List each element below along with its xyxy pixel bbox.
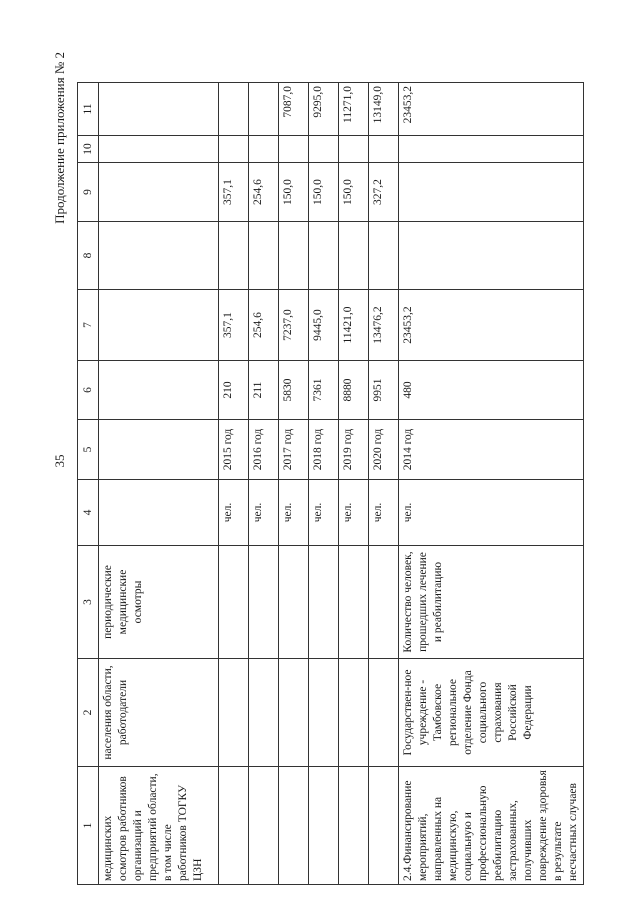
indicator (219, 546, 249, 659)
executor (279, 659, 309, 767)
continuation-label: Продолжение приложения № 2 (52, 52, 67, 224)
column-8-value (399, 222, 584, 290)
indicator-value: 480 (399, 361, 584, 420)
indicator (339, 546, 369, 659)
year: 2015 год (219, 420, 249, 480)
executor (339, 659, 369, 767)
executor (219, 659, 249, 767)
indicator: Количество человек, прошедших лечение и реабилитацию (399, 546, 584, 659)
executor: населения области, работодатели (99, 659, 219, 767)
indicator-value: 211 (249, 361, 279, 420)
column-8-value (309, 222, 339, 290)
total-amount: 13476,2 (369, 290, 399, 361)
indicator (369, 546, 399, 659)
column-9-value: 254,6 (249, 163, 279, 222)
year: 2019 год (339, 420, 369, 480)
column-10-value (399, 136, 584, 163)
table-row (249, 83, 279, 885)
total-amount: 23453,2 (399, 290, 584, 361)
unit: чел. (219, 480, 249, 546)
total-amount: 11421,0 (339, 290, 369, 361)
column-number: 11 (78, 83, 99, 136)
year (99, 420, 219, 480)
column-number: 4 (78, 480, 99, 546)
column-10-value (369, 136, 399, 163)
column-10-value (99, 136, 219, 163)
column-9-value: 150,0 (279, 163, 309, 222)
column-8-value (249, 222, 279, 290)
unit: чел. (369, 480, 399, 546)
program-table (77, 82, 584, 885)
column-11-value: 9295,0 (309, 83, 339, 136)
indicator-value (99, 361, 219, 420)
indicator-value: 9951 (369, 361, 399, 420)
column-number: 7 (78, 290, 99, 361)
column-8-value (99, 222, 219, 290)
measure-name (279, 767, 309, 885)
column-9-value: 327,2 (369, 163, 399, 222)
unit: чел. (249, 480, 279, 546)
measure-name (249, 767, 279, 885)
year: 2014 год (399, 420, 584, 480)
measure-name (219, 767, 249, 885)
total-amount: 357,1 (219, 290, 249, 361)
column-11-value: 13149,0 (369, 83, 399, 136)
column-number: 9 (78, 163, 99, 222)
column-11-value: 23453,2 (399, 83, 584, 136)
column-11-value (249, 83, 279, 136)
executor (309, 659, 339, 767)
column-11-value (219, 83, 249, 136)
column-9-value (399, 163, 584, 222)
column-10-value (219, 136, 249, 163)
table-row (219, 83, 249, 885)
measure-name (369, 767, 399, 885)
table-row (279, 83, 309, 885)
indicator-value: 8880 (339, 361, 369, 420)
year: 2016 год (249, 420, 279, 480)
column-number: 10 (78, 136, 99, 163)
column-10-value (249, 136, 279, 163)
total-amount: 9445,0 (309, 290, 339, 361)
column-10-value (279, 136, 309, 163)
year: 2020 год (369, 420, 399, 480)
indicator (309, 546, 339, 659)
column-8-value (279, 222, 309, 290)
rotated-content (47, 17, 640, 881)
indicator (249, 546, 279, 659)
column-number: 8 (78, 222, 99, 290)
indicator: периодические медицинские осмотры (99, 546, 219, 659)
column-8-value (219, 222, 249, 290)
executor (249, 659, 279, 767)
total-amount: 7237,0 (279, 290, 309, 361)
column-11-value: 7087,0 (279, 83, 309, 136)
unit: чел. (279, 480, 309, 546)
table-row (399, 83, 584, 885)
page-number: 35 (52, 454, 67, 468)
indicator-value: 7361 (309, 361, 339, 420)
indicator-value: 210 (219, 361, 249, 420)
indicator (279, 546, 309, 659)
executor (369, 659, 399, 767)
measure-name: 2.4.Финансирование мероприятий, направленных на медицинскую, социальную и профессиональную реабилитацию застрахованных, получивших повреждение здоровья в результате несчастных случаев (399, 767, 584, 885)
table-row (309, 83, 339, 885)
column-8-value (369, 222, 399, 290)
column-9-value: 150,0 (339, 163, 369, 222)
column-9-value: 150,0 (309, 163, 339, 222)
column-11-value (99, 83, 219, 136)
unit (99, 480, 219, 546)
unit: чел. (309, 480, 339, 546)
table-row (369, 83, 399, 885)
column-9-value (99, 163, 219, 222)
column-9-value: 357,1 (219, 163, 249, 222)
year: 2018 год (309, 420, 339, 480)
unit: чел. (339, 480, 369, 546)
year: 2017 год (279, 420, 309, 480)
column-number: 2 (78, 659, 99, 767)
landscape-stage (47, 17, 609, 907)
measure-name: медицинских осмотров работников организаций и предприятий области, в том числе работников ТОГКУ ЦЗН (99, 767, 219, 885)
column-number-row (78, 83, 99, 885)
column-number: 1 (78, 767, 99, 885)
column-10-value (309, 136, 339, 163)
column-8-value (339, 222, 369, 290)
table-row (99, 83, 219, 885)
column-number: 6 (78, 361, 99, 420)
measure-name (309, 767, 339, 885)
indicator-value: 5830 (279, 361, 309, 420)
measure-name (339, 767, 369, 885)
column-10-value (339, 136, 369, 163)
unit: чел. (399, 480, 584, 546)
column-11-value: 11271,0 (339, 83, 369, 136)
column-number: 5 (78, 420, 99, 480)
total-amount (99, 290, 219, 361)
column-number: 3 (78, 546, 99, 659)
table-row (339, 83, 369, 885)
total-amount: 254,6 (249, 290, 279, 361)
executor: Государствен-ное учреждение - Тамбовское региональное отделение Фонда социального страхования Российской Федерации (399, 659, 584, 767)
